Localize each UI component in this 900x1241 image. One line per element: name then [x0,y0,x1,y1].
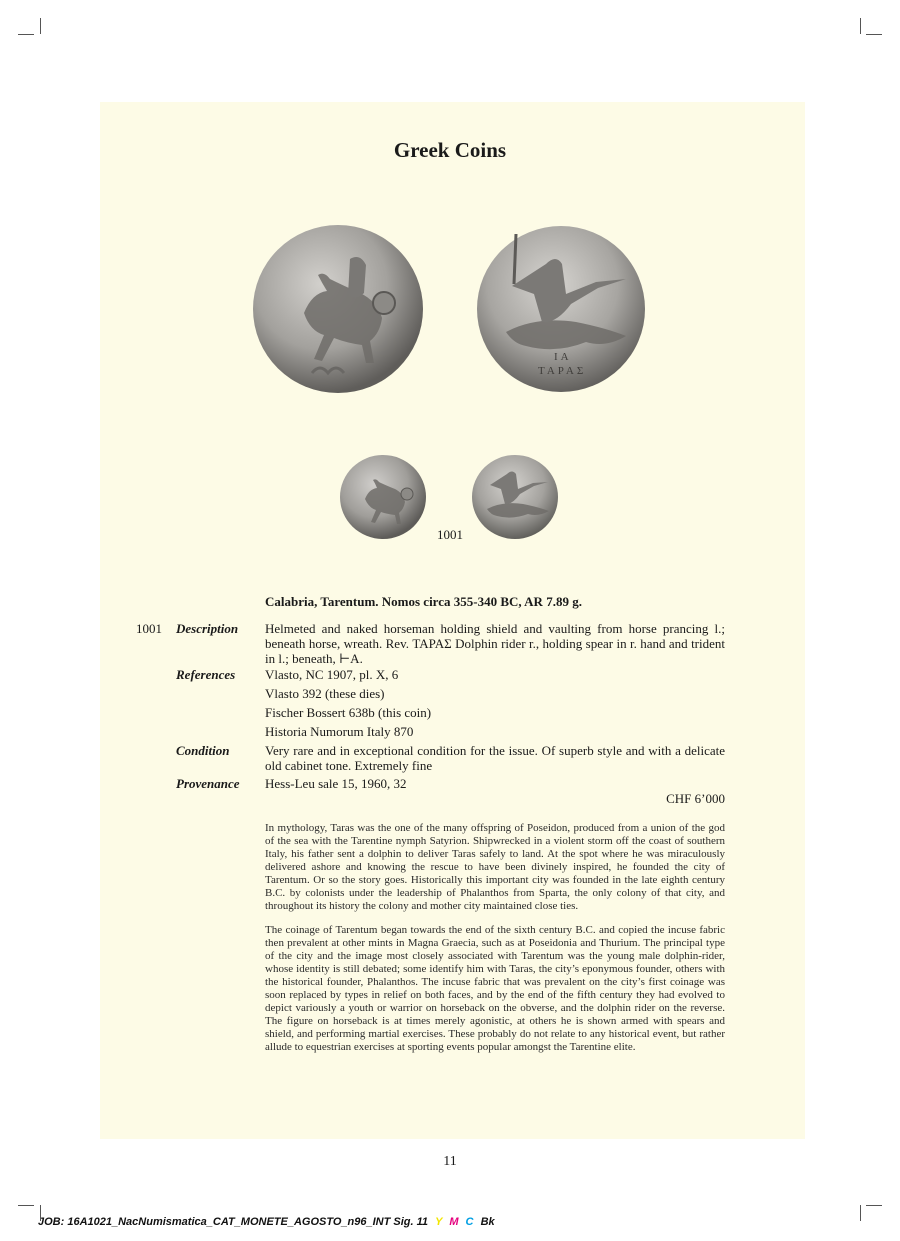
page-number: 11 [443,1154,457,1169]
reference-item: Historia Numorum Italy 870 [265,724,414,739]
lot-number: 1001 [136,621,162,636]
coin-obverse-large [252,223,424,395]
price-estimate: CHF 6’000 [666,791,725,806]
color-mark-yellow: Y [435,1216,443,1228]
history-paragraph: The coinage of Tarentum began towards the end of the sixth century B.C. and copied the incuse fabric then prevalent at other mints in Magna Graecia, such as at Poseidonia and Thurium. The principal type of the city and the image most closely associated with Tarentum was the young male dolphin-rider, whose identity is still debated; some identify him with Taras, the city’s eponymous founder, others with the historical founder, Phalanthos. The incuse fabric that was prevalent on the city’s first coinage was soon replaced by types in relief on both faces, and by the end of the fifth century they had evolved to depict variously a youth or warrior on horseback on the obverse, and the dolphin rider on the reverse. The figure on horseback is at times merely agonistic, at others he is shown armed with spears and shield, and performing martial exercises. These probably do not relate to any historical event, but rather allude to equestrian exercises at sporting events popular amongst the Tarentine elite. [265,924,725,1053]
job-slug [38,1216,495,1228]
coin-inscription: ΙΑ [554,351,572,363]
image-lot-number: 1001 [437,527,463,542]
condition-text: Very rare and in exceptional condition for the issue. Of superb style and with a delicate old cabinet tone. Extremely fine [265,743,725,773]
crop-mark-tr [866,34,882,35]
page-title: Greek Coins [393,138,507,162]
coin-inscription: ΤΑΡΑΣ [538,365,587,377]
provenance-label: Provenance [176,776,240,791]
provenance-text: Hess-Leu sale 15, 1960, 32 [265,776,407,791]
reference-item: Fischer Bossert 638b (this coin) [265,705,432,720]
condition-label: Condition [176,743,230,758]
reference-item: Vlasto, NC 1907, pl. X, 6 [265,667,399,682]
crop-mark-tl [18,34,34,35]
lot-heading: Calabria, Tarentum. Nomos circa 355-340 BC, AR 7.89 g. [265,594,582,609]
coin-reverse-large [476,224,646,394]
job-line: JOB: 16A1021_NacNumismatica_CAT_MONETE_AGOSTO_n96_INT Sig. 11 [38,1216,429,1228]
history-paragraph: In mythology, Taras was the one of the many offspring of Poseidon, produced from a union of the god of the sea with the Tarentine nymph Satyrion. Shipwrecked in a violent storm off the coast of southern Italy, his father sent a dolphin to deliver Taras safely to land. At the spot where he was miraculously delivered ashore and knowing the rescue to have been divinely inspired, he founded the city of Tarentum. Or so the story goes. Historically this important city was founded in the late eighth century B.C. by colonists under the leadership of Phalanthos from Sparta, the only colony of that city, and throughout its history the colony and mother city maintained close ties. [265,822,725,912]
crop-mark-bl [18,1205,34,1206]
crop-mark-tl [40,18,41,34]
color-mark-cyan: C [465,1216,474,1228]
color-mark-magenta: M [449,1216,459,1228]
crop-mark-br [860,1205,861,1221]
crop-mark-br [866,1205,882,1206]
description-text: Helmeted and naked horseman holding shield and vaulting from horse prancing l.; beneath horse, wreath. Rev. ΤΑΡΑΣ Dolphin rider r., holding spear in r. hand and trident in l.; beneath, ⊢A. [265,621,725,666]
color-mark-black: Bk [480,1216,495,1228]
reference-item: Vlasto 392 (these dies) [265,686,385,701]
crop-mark-tr [860,18,861,34]
description-label: Description [176,621,239,636]
references-label: References [176,667,236,682]
